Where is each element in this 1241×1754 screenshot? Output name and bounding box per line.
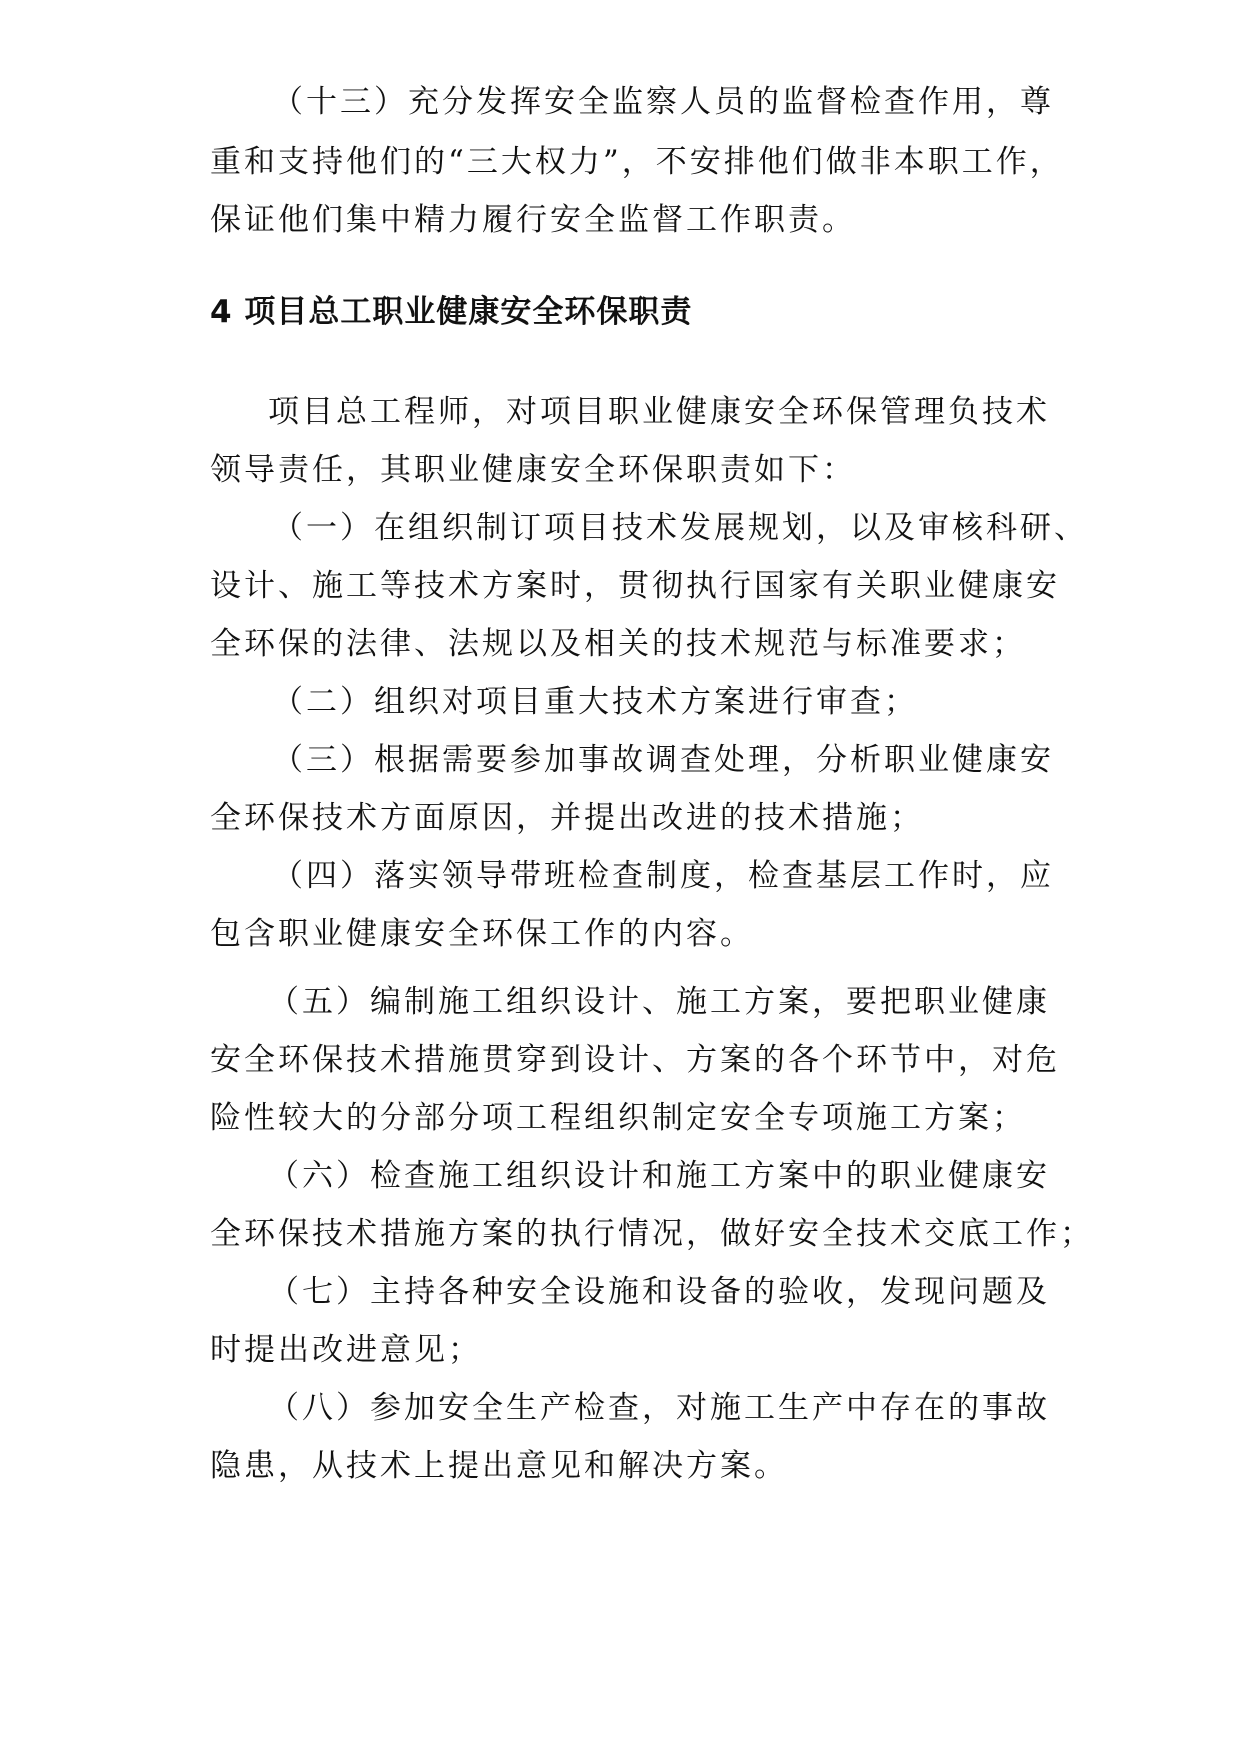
paragraph-13-line-2: 重和支持他们的“三大权力”，不安排他们做非本职工作， xyxy=(210,144,1064,180)
item-6-line-1: （六）检查施工组织设计和施工方案中的职业健康安 xyxy=(268,1158,1050,1194)
item-3-line-1: （三）根据需要参加事故调查处理，分析职业健康安 xyxy=(272,742,1054,778)
item-1-line-1: （一）在组织制订项目技术发展规划，以及审核科研、 xyxy=(272,510,1088,546)
item-7-line-1: （七）主持各种安全设施和设备的验收，发现问题及 xyxy=(268,1274,1050,1310)
paragraph-13-line-3: 保证他们集中精力履行安全监督工作职责。 xyxy=(210,202,856,238)
item-5-line-3: 险性较大的分部分项工程组织制定安全专项施工方案； xyxy=(210,1100,1026,1136)
item-1-line-2: 设计、施工等技术方案时，贯彻执行国家有关职业健康安 xyxy=(210,568,1060,604)
paragraph-13-line-1: （十三）充分发挥安全监察人员的监督检查作用，尊 xyxy=(272,84,1054,120)
item-8-line-1: （八）参加安全生产检查，对施工生产中存在的事故 xyxy=(268,1390,1050,1426)
item-1-line-3: 全环保的法律、法规以及相关的技术规范与标准要求； xyxy=(210,626,1026,662)
item-3-line-2: 全环保技术方面原因，并提出改进的技术措施； xyxy=(210,800,924,836)
intro-line-1: 项目总工程师，对项目职业健康安全环保管理负技术 xyxy=(268,394,1050,430)
item-2-line-1: （二）组织对项目重大技术方案进行审查； xyxy=(272,684,918,720)
item-5-line-2: 安全环保技术措施贯穿到设计、方案的各个环节中，对危 xyxy=(210,1042,1060,1078)
item-6-line-2: 全环保技术措施方案的执行情况，做好安全技术交底工作； xyxy=(210,1216,1094,1252)
item-4-line-1: （四）落实领导带班检查制度，检查基层工作时，应 xyxy=(272,858,1054,894)
item-4-line-2: 包含职业健康安全环保工作的内容。 xyxy=(210,916,754,952)
intro-line-2: 领导责任，其职业健康安全环保职责如下： xyxy=(210,452,856,488)
item-8-line-2: 隐患，从技术上提出意见和解决方案。 xyxy=(210,1448,788,1484)
item-5-line-1: （五）编制施工组织设计、施工方案，要把职业健康 xyxy=(268,984,1050,1020)
item-7-line-2: 时提出改进意见； xyxy=(210,1332,482,1368)
section-4-heading: 4 项目总工职业健康安全环保职责 xyxy=(210,294,693,330)
